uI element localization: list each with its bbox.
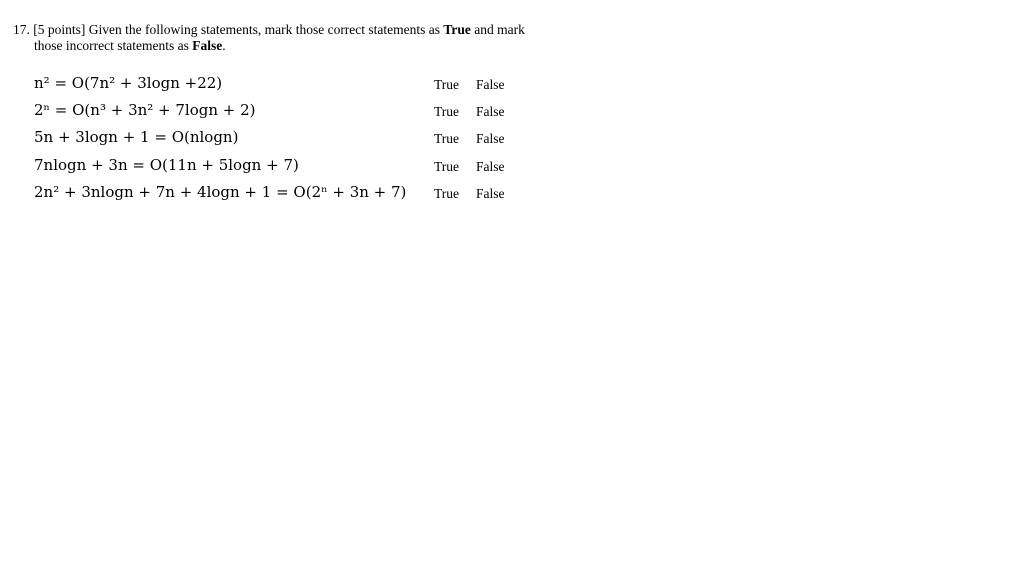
false-option[interactable]: False — [476, 158, 505, 174]
false-keyword: False — [192, 38, 223, 53]
statement-expression: 5n + 3logn + 1 = O(nlogn) — [34, 128, 239, 147]
statement-row — [34, 70, 554, 97]
true-option[interactable]: True — [434, 131, 460, 147]
statement-row — [34, 179, 554, 206]
question-line-2 — [13, 38, 613, 54]
true-option[interactable]: True — [434, 158, 460, 174]
question-text-line2: those incorrect statements as — [34, 38, 193, 53]
statement-expression: 7nlogn + 3n = O(11n + 5logn + 7) — [34, 155, 299, 174]
true-option[interactable]: True — [434, 185, 460, 201]
question-text-end: . — [222, 38, 226, 53]
question-text: 17. [5 points] Given the following statements, mark those correct statements as — [13, 22, 444, 37]
question-prompt — [13, 22, 613, 54]
statement-row — [34, 152, 554, 179]
statement-expression: 2n² + 3nlogn + 7n + 4logn + 1 = O(2ⁿ + 3n + 7) — [34, 182, 407, 201]
true-keyword: True — [443, 22, 471, 37]
false-option[interactable]: False — [476, 77, 505, 92]
false-option[interactable]: False — [476, 185, 505, 201]
false-option[interactable]: False — [476, 131, 505, 147]
question-text-middle: and mark — [470, 22, 525, 37]
true-option[interactable]: True — [434, 104, 460, 120]
question-line-1 — [13, 22, 613, 38]
statement-expression: n² = O(7n² + 3logn +22) — [34, 74, 223, 92]
statement-list — [34, 70, 554, 206]
statement-row — [34, 124, 554, 151]
true-option[interactable]: True — [434, 77, 460, 92]
statement-expression: 2ⁿ = O(n³ + 3n² + 7logn + 2) — [34, 101, 256, 120]
false-option[interactable]: False — [476, 104, 505, 120]
statement-row — [34, 97, 554, 124]
